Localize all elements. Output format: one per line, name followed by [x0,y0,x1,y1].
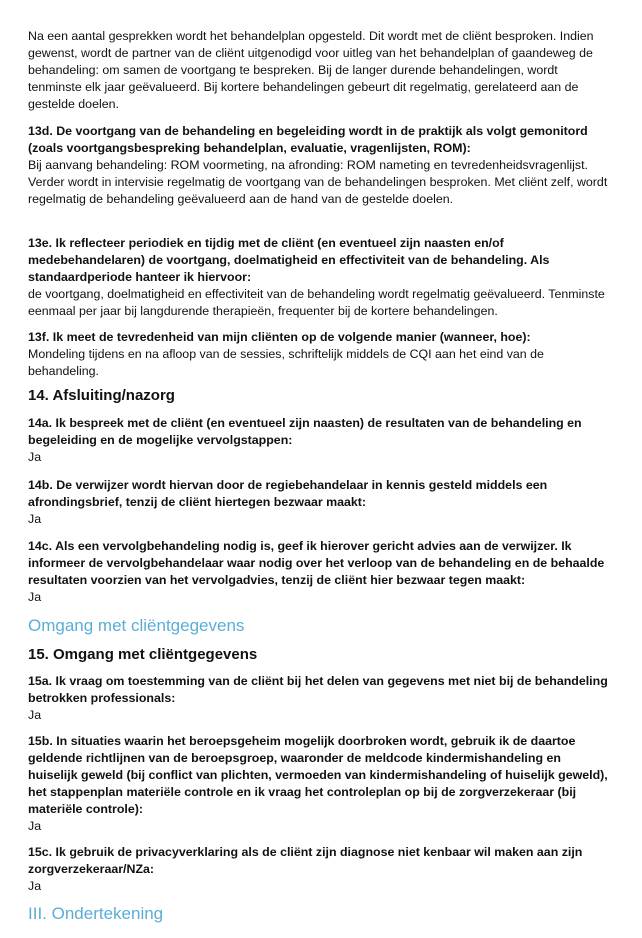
answer-15b-text: Ja [28,819,42,833]
question-15c-text: 15c. Ik gebruik de privacyverklaring als de cliënt zijn diagnose niet kenbaar wil maken aan zijn zorgverzekeraar/NZa: [28,845,583,876]
question-13f-text: 13f. Ik meet de tevredenheid van mijn cliënten op de volgende manier (wanneer, hoe): [28,330,531,344]
answer-15a-text: Ja [28,708,42,722]
answer-13f-text: Mondeling tijdens en na afloop van de sessies, schriftelijk middels de CQI aan het eind van de behandeling. [28,347,544,378]
question-13f [28,329,608,380]
question-13e [28,235,608,320]
question-15c [28,844,608,895]
question-15b [28,733,608,835]
question-14a-text: 14a. Ik bespreek met de cliënt (en eventueel zijn naasten) de resultaten van de behandeling en begeleiding en de mogelijke vervolgstappen: [28,416,582,447]
question-15b-text: 15b. In situaties waarin het beroepsgeheim mogelijk doorbroken wordt, gebruik ik de daartoe geldende richtlijnen van de beroepsgroep, waaronder de meldcode kindermishandeling en huiselijk geweld (bij conflict van plichten, vermoeden van kindermishandeling of huiselijk geweld), het stappenplan materiële controle en ik vraag het controleplan op bij de zorgverzekeraar (bij materiële controle): [28,734,608,816]
question-14a [28,415,608,466]
question-14b [28,477,608,528]
question-14c-text: 14c. Als een vervolgbehandeling nodig is, geef ik hierover gericht advies aan de verwijzer. Ik informeer de vervolgbehandelaar waar nodig over het verloop van de behandeling en de behaalde resultaten voorzien van het vervolgadvies, tenzij de cliënt hier bezwaar tegen maakt: [28,539,605,587]
question-13d [28,123,608,208]
intro-paragraph [28,28,608,113]
answer-15c-text: Ja [28,879,42,893]
section-heading-omgang: Omgang met cliëntgegevens [28,616,245,635]
question-14c [28,538,608,606]
intro-text: Na een aantal gesprekken wordt het behandelplan opgesteld. Dit wordt met de cliënt besproken. Indien gewenst, wordt de partner van de cliënt uitgenodigd voor uitleg van het behandelplan of gaandeweg de behandeling: om samen de voortgang te bespreken. Bij de langer durende behandelingen, wordt tenminste elk jaar geëvalueerd. Bij kortere behandelingen gebeurt dit regelmatig, gerelateerd aan de gestelde doelen. [28,29,594,111]
question-14b-text: 14b. De verwijzer wordt hiervan door de regiebehandelaar in kennis gesteld middels een afrondingsbrief, tenzij de cliënt hiertegen bezwaar maakt: [28,478,548,509]
question-15a [28,673,608,724]
question-13e-text: 13e. Ik reflecteer periodiek en tijdig met de cliënt (en eventueel zijn naasten en/of medebehandelaren) de voortgang, doelmatigheid en effectiviteit van de behandeling. Als standaardperiode hanteer ik hiervoor: [28,236,550,284]
heading-15: 15. Omgang met cliëntgegevens [28,646,258,663]
heading-14: 14. Afsluiting/nazorg [28,387,175,404]
question-15a-text: 15a. Ik vraag om toestemming van de cliënt bij het delen van gegevens met niet bij de behandeling betrokken professionals: [28,674,608,705]
answer-14b-text: Ja [28,512,42,526]
section-heading-ondertekening: III. Ondertekening [28,904,164,923]
answer-14c-text: Ja [28,590,42,604]
answer-13e-text: de voortgang, doelmatigheid en effectiviteit van de behandeling wordt regelmatig geëvalueerd. Tenminste eenmaal per jaar bij langdurende therapieën, frequenter bij de kortere behandelingen. [28,287,605,318]
answer-14a-text: Ja [28,450,42,464]
question-13d-text: 13d. De voortgang van de behandeling en begeleiding wordt in de praktijk als volgt gemonitord (zoals voortgangsbespreking behandelplan, evaluatie, vragenlijsten, ROM): [28,124,588,155]
answer-13d-text: Bij aanvang behandeling: ROM voormeting, na afronding: ROM nameting en tevredenheidsvragenlijst. Verder wordt in intervisie regelmatig de voortgang van de behandelingen besproken. Met cliënt zelf, wordt regelmatig de behandeling geëvalueerd aan de hand van de gestelde doelen. [28,158,608,206]
